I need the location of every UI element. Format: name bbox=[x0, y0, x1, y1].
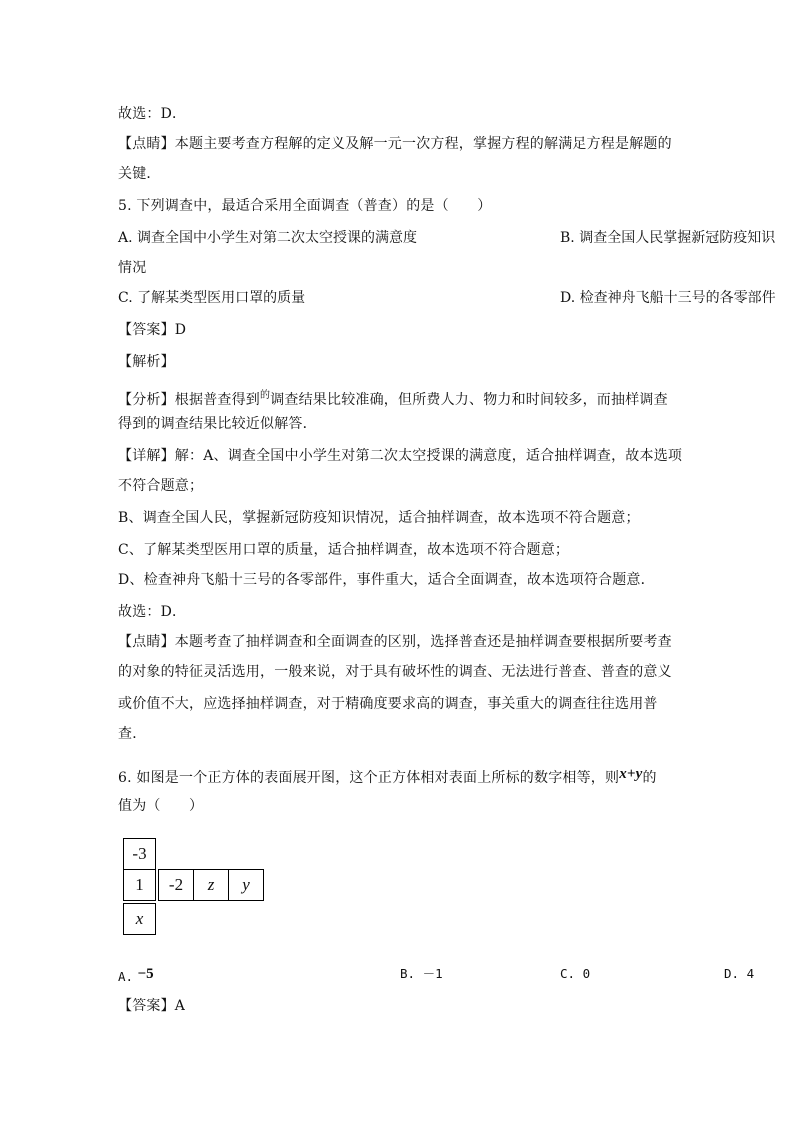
question-5-analysis-line1 bbox=[118, 386, 668, 410]
question-5-select: 故选：D． bbox=[118, 604, 187, 620]
question-5-options-row1 bbox=[118, 228, 776, 248]
question-5-dianjing-line2: 的对象的特征灵活选用，一般来说，对于具有破坏性的调查、无法进行普查、普查的意义 bbox=[118, 664, 672, 680]
question-5-dianjing-line1: 【点睛】本题考查了抽样调查和全面调查的区别，选择普查还是抽样调查要根据所要考查 bbox=[118, 634, 672, 650]
question-6-option-a-label: A. bbox=[118, 969, 134, 984]
prev-dianjing-line2: 关键． bbox=[118, 166, 161, 182]
net-cell-top: -3 bbox=[123, 838, 156, 870]
question-6-option-a-value: −5 bbox=[137, 966, 154, 982]
question-5-option-b: B. 调查全国人民掌握新冠防疫知识 bbox=[560, 230, 776, 246]
question-5-stem: 5. 下列调查中，最适合采用全面调查（普查）的是（ ） bbox=[118, 198, 492, 214]
question-5-option-a: A. 调查全国中小学生对第二次太空授课的满意度 bbox=[118, 230, 418, 246]
question-6-stem-tail: 的 bbox=[642, 770, 657, 786]
question-5-analysis-line2: 得到的调查结果比较近似解答． bbox=[118, 416, 317, 432]
question-5-jiexi-heading: 【解析】 bbox=[118, 354, 175, 370]
analysis-text-b: 调查结果比较准确，但所费人力、物力和时间较多，而抽样调查 bbox=[270, 392, 668, 408]
question-5-option-b-cont: 情况 bbox=[118, 260, 147, 276]
net-cell-4: y bbox=[228, 869, 264, 901]
prev-dianjing-line1: 【点睛】本题主要考查方程解的定义及解一元一次方程，掌握方程的解满足方程是解题的 bbox=[118, 136, 672, 152]
question-6-answer: 【答案】A bbox=[118, 998, 186, 1014]
net-cell-3: z bbox=[193, 869, 229, 901]
question-6-math-expression: x+y bbox=[619, 766, 643, 782]
question-5-detail-line1: 【详解】解：A、调查全国中小学生对第二次太空授课的满意度，适合抽样调查，故本选项 bbox=[118, 448, 683, 464]
net-cell-bottom: x bbox=[123, 903, 156, 935]
question-6-option-d: D. 4 bbox=[724, 966, 755, 981]
question-5-answer: 【答案】D bbox=[118, 322, 187, 338]
question-6-stem-line2: 值为（ ） bbox=[118, 798, 204, 814]
net-cell-2: -2 bbox=[158, 869, 194, 901]
net-cell-1: 1 bbox=[123, 869, 156, 901]
analysis-text-a: 【分析】根据普查得到 bbox=[118, 392, 260, 408]
question-5-detail-line5: D、检查神舟飞船十三号的各零部件，事件重大，适合全面调查，故本选项符合题意． bbox=[118, 572, 655, 588]
prev-select-line: 故选：D． bbox=[118, 106, 187, 122]
question-5-dianjing-line3: 或价值不大，应选择抽样调查，对于精确度要求高的调查，事关重大的调查往往选用普 bbox=[118, 696, 658, 712]
question-6-stem-line1 bbox=[118, 764, 657, 788]
question-5-option-c: C. 了解某类型医用口罩的质量 bbox=[118, 290, 306, 306]
question-6-stem-text: 6. 如图是一个正方体的表面展开图，这个正方体相对表面上所标的数字相等，则 bbox=[118, 770, 620, 786]
question-5-detail-line3: B、调查全国人民，掌握新冠防疫知识情况，适合抽样调查，故本选项不符合题意； bbox=[118, 510, 640, 526]
question-5-detail-line4: C、了解某类型医用口罩的质量，适合抽样调查，故本选项不符合题意； bbox=[118, 542, 570, 558]
question-6-options bbox=[118, 964, 755, 984]
question-6-option-c: C. 0 bbox=[560, 966, 591, 981]
question-5-option-d: D. 检查神舟飞船十三号的各零部件 bbox=[560, 290, 776, 306]
question-6-option-b: B. －1 bbox=[400, 966, 443, 981]
question-5-detail-line2: 不符合题意； bbox=[118, 478, 204, 494]
question-5-options-row2 bbox=[118, 288, 776, 308]
question-5-dianjing-line4: 查． bbox=[118, 726, 147, 742]
analysis-superscript: 的 bbox=[260, 390, 271, 401]
